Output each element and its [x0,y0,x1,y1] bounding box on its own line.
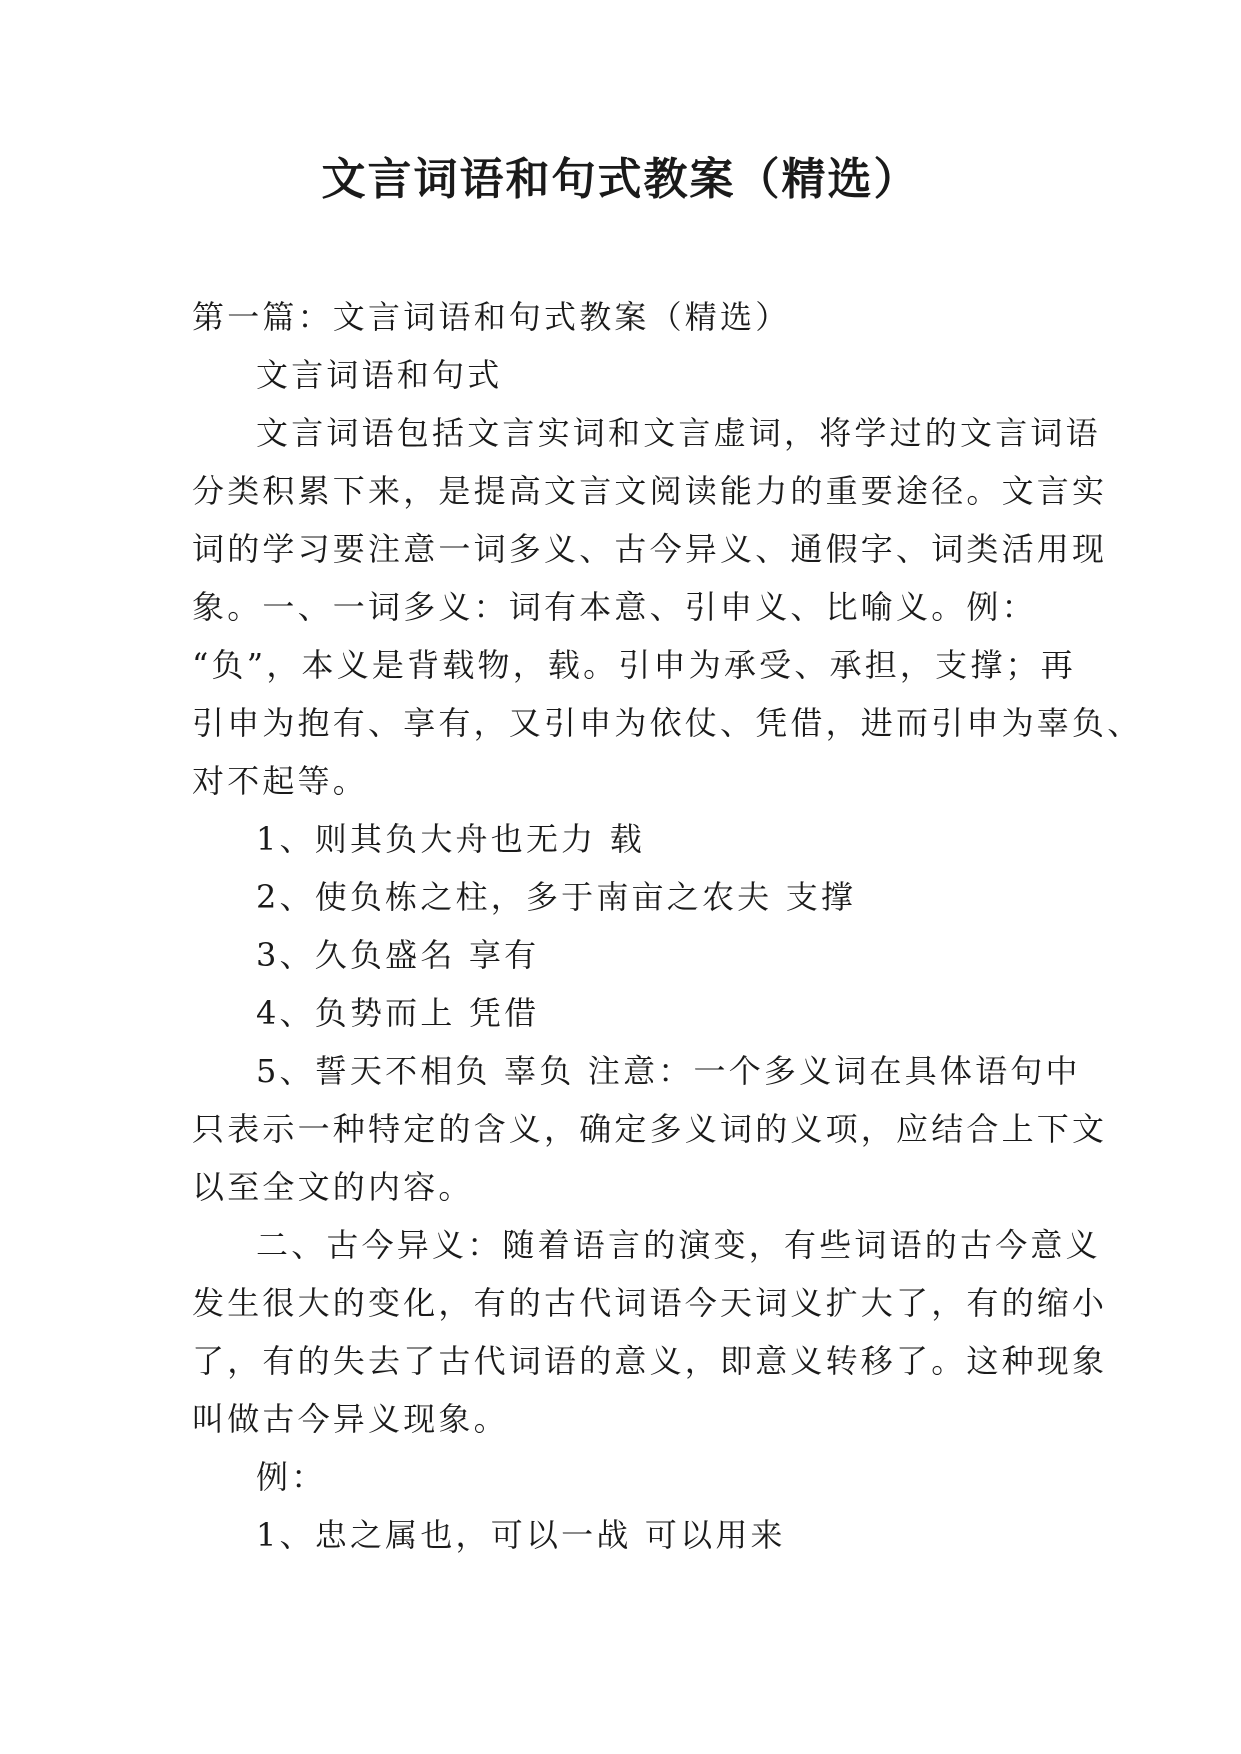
document-body [192,288,1143,1564]
text-line: 对不起等。 [192,762,369,800]
subheading: 文言词语和句式 [256,356,503,394]
text-line: 文言词语包括文言实词和文言虚词，将学过的文言词语 [256,414,1101,452]
text-line: 二、古今异义：随着语言的演变，有些词语的古今意义 [256,1226,1101,1264]
text-line: 只表示一种特定的含义，确定多义词的义项，应结合上下文 [192,1110,1108,1148]
text-line: 叫做古今异义现象。 [192,1400,509,1438]
example-label: 例： [256,1458,327,1496]
text-line: 分类积累下来，是提高文言文阅读能力的重要途径。文言实 [192,472,1108,510]
text-line: 发生很大的变化，有的古代词语今天词义扩大了，有的缩小 [192,1284,1108,1322]
text-line: 以至全文的内容。 [192,1168,474,1206]
text-line: “负”，本义是背载物，载。引申为承受、承担，支撑；再 [192,646,1076,684]
text-line: 引申为抱有、享有，又引申为依仗、凭借，进而引申为辜负、 [192,704,1143,742]
example-item: 1、忠之属也，可以一战 可以用来 [256,1516,786,1554]
text-line: 了，有的失去了古代词语的意义，即意义转移了。这种现象 [192,1342,1108,1380]
paragraph-polysemy-intro [192,404,1143,810]
text-line: 词的学习要注意一词多义、古今异义、通假字、词类活用现 [192,530,1108,568]
paragraph-ancient-modern [192,1216,1108,1448]
example-item: 1、则其负大舟也无力 载 [256,820,645,858]
text-line: 象。一、一词多义：词有本意、引申义、比喻义。例： [192,588,1037,626]
example-item: 3、久负盛名 享有 [256,936,540,974]
example-item: 4、负势而上 凭借 [256,994,540,1032]
paragraph-polysemy-note [192,1042,1108,1216]
section-heading: 第一篇：文言词语和句式教案（精选） [192,298,791,336]
text-line: 5、誓天不相负 辜负 注意：一个多义词在具体语句中 [256,1052,1081,1090]
document-title: 文言词语和句式教案（精选） [321,154,920,205]
example-item: 2、使负栋之柱，多于南亩之农夫 支撑 [256,878,857,916]
